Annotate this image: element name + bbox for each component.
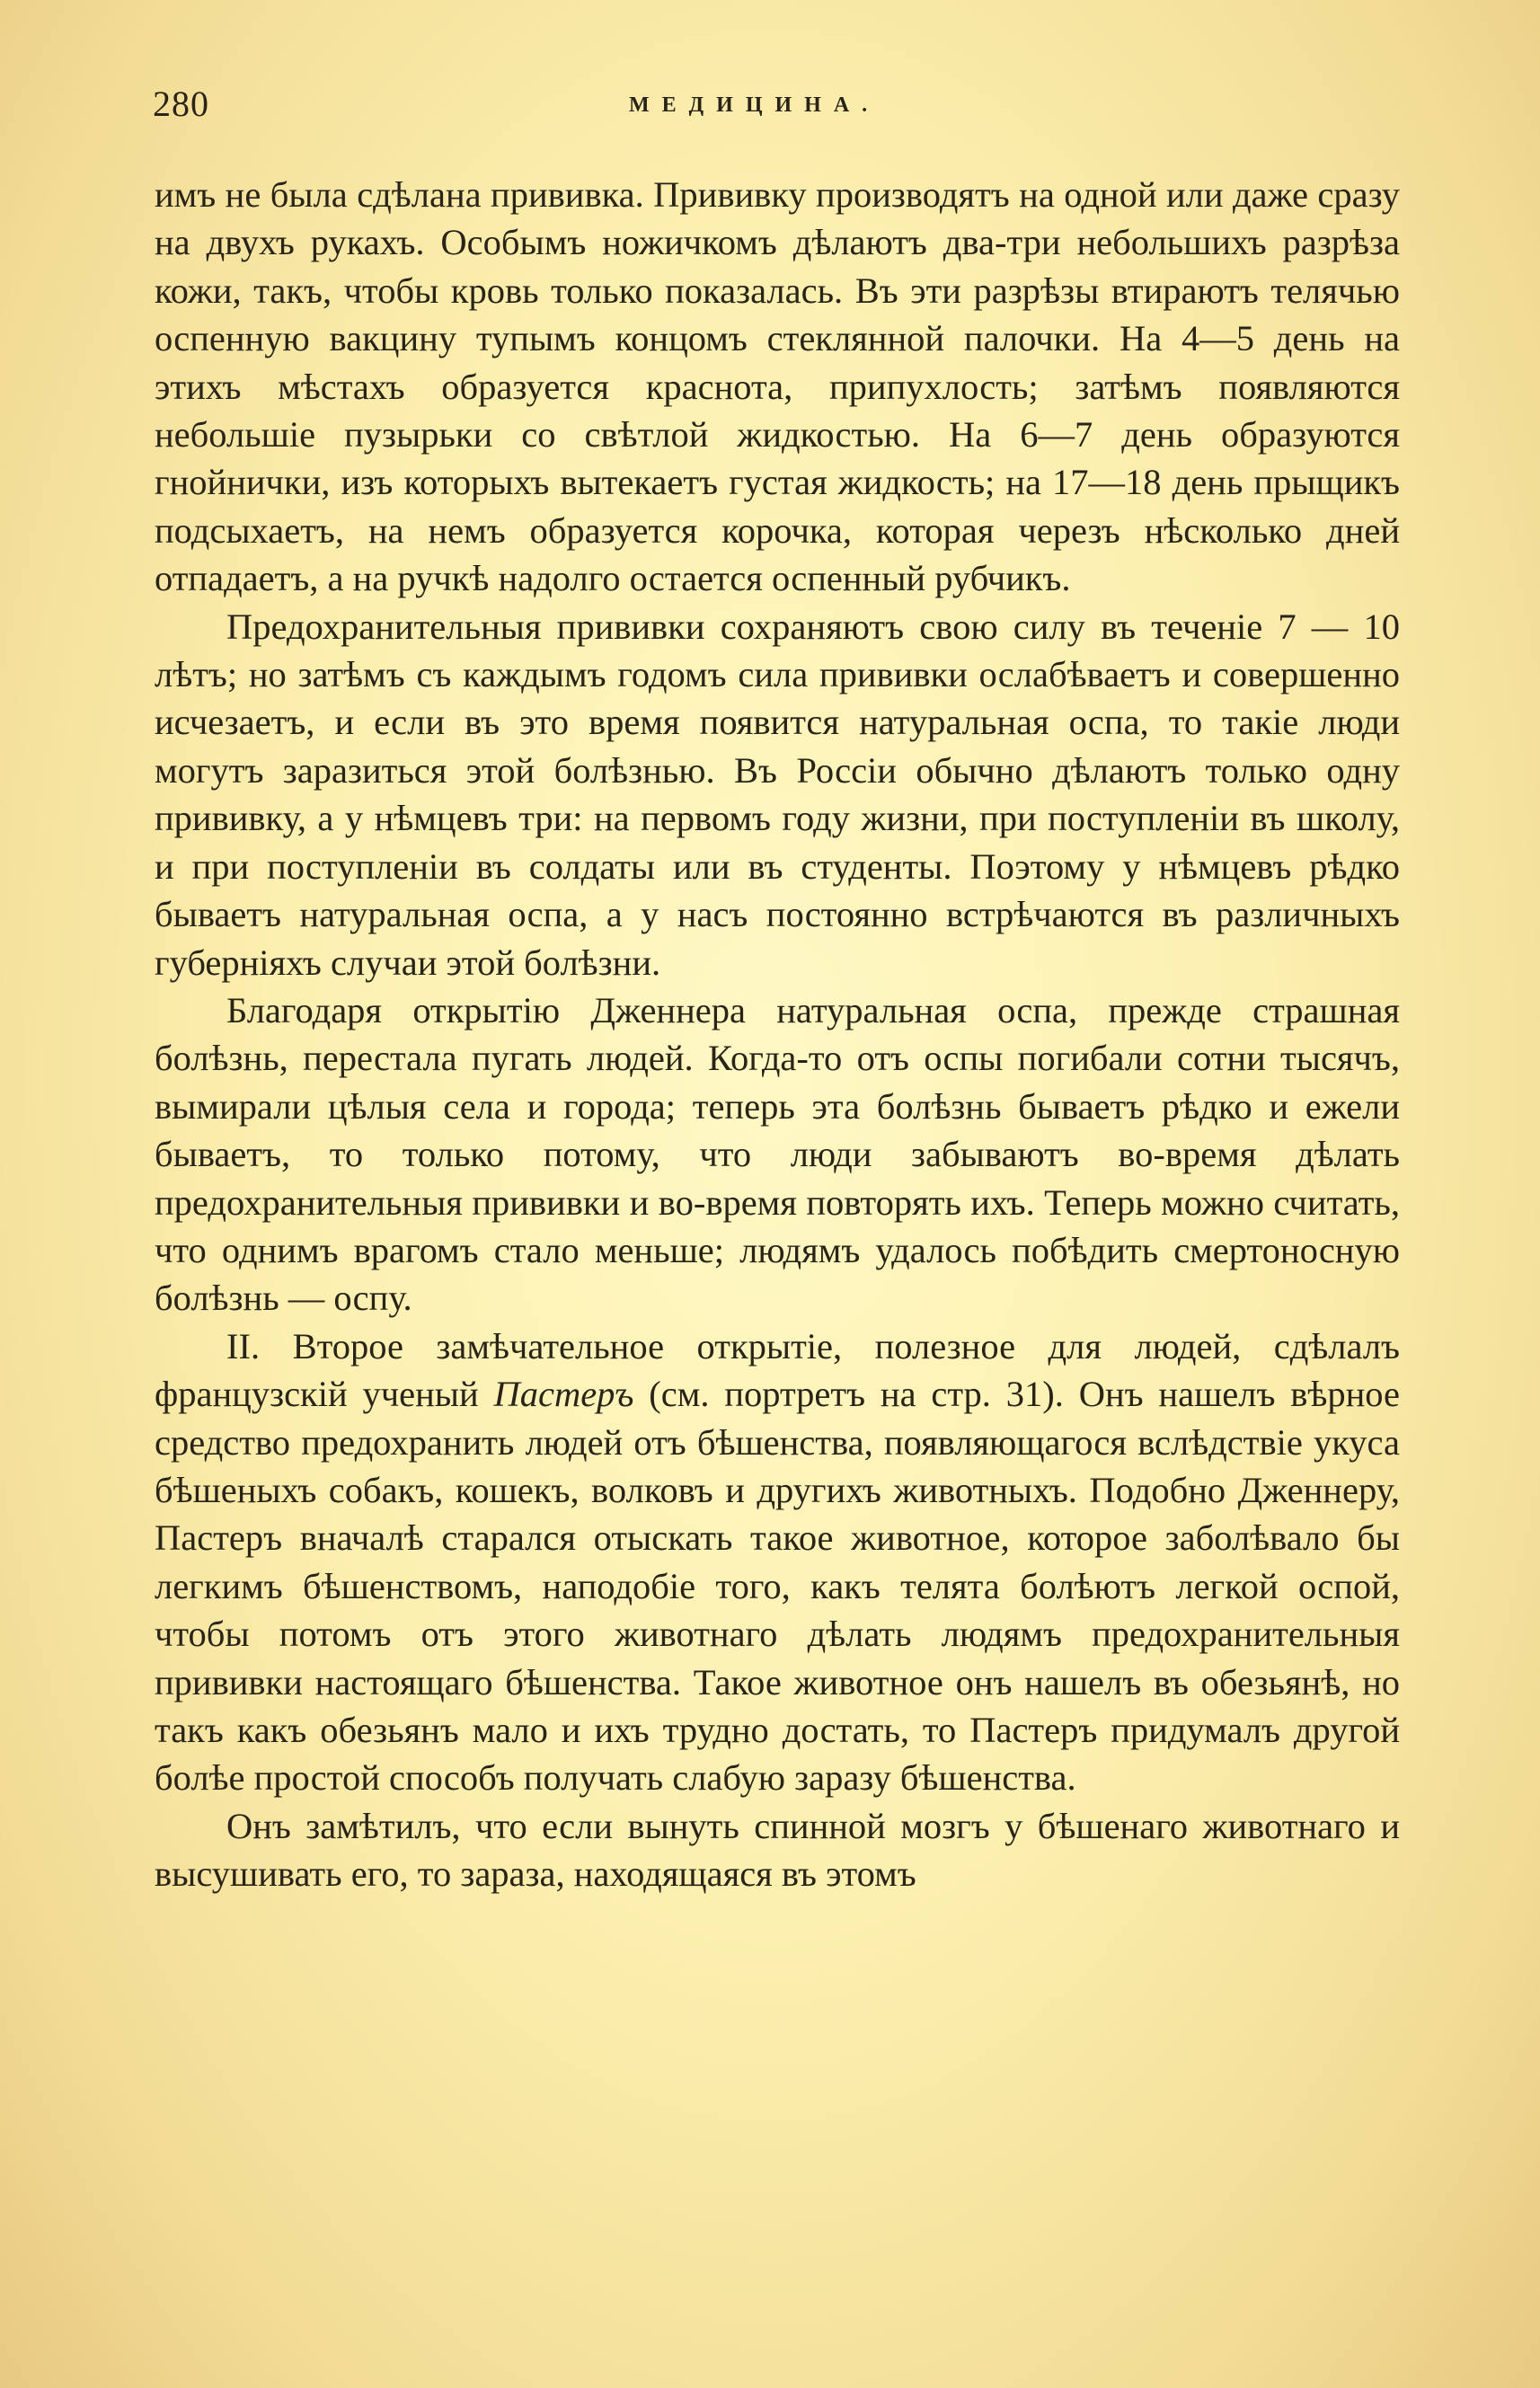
pasteur-name: Пастеръ [493,1374,634,1415]
body-text [155,171,1400,1898]
paragraph-vaccination-procedure: имъ не была сдѣлана прививка. Прививку производятъ на одной или даже сразу на двухъ рукахъ. Особымъ ножичкомъ дѣлаютъ два-три небольшихъ разрѣза кожи, такъ, чтобы кровь только показалась. Въ эти разрѣзы втираютъ телячью оспенную вакцину тупымъ концомъ стеклянной палочки. На 4—5 день на этихъ мѣстахъ образуется краснота, припухлость; затѣмъ появляются небольшіе пузырьки со свѣтлой жидкостью. На 6—7 день образуются гнойнички, изъ которыхъ вытекаетъ густая жидкость; на 17—18 день прыщикъ подсыхаетъ, на немъ образуется корочка, которая черезъ нѣсколько дней отпадаетъ, а на ручкѣ надолго остается оспенный рубчикъ. [155,174,1400,599]
paragraph-jenner-discovery: Благодаря открытію Дженнера натуральная оспа, прежде страшная болѣзнь, перестала пугать людей. Когда-то отъ оспы погибали сотни тысячъ, вымирали цѣлыя села и города; теперь эта болѣзнь бываетъ рѣдко и ежели бываетъ, то только потому, что люди забываютъ во-время дѣлать предохранительныя прививки и во-время повторять ихъ. Теперь можно считать, что однимъ врагомъ стало меньше; людямъ удалось побѣдить смертоносную болѣзнь — оспу. [155,989,1400,1319]
paragraph-pasteur-text-end: (см. портретъ на стр. 31). Онъ нашелъ вѣрное средство предохранить людей отъ бѣшенства, появляющагося вслѣдствіе укуса бѣшеныхъ собакъ, кошекъ, волковъ и другихъ животныхъ. Подобно Дженнеру, Пастеръ вначалѣ старался отыскать такое животное, которое заболѣвало бы легкимъ бѣшенствомъ, наподобіе того, какъ телята болѣютъ легкой оспой, чтобы потомъ отъ этого животнаго дѣлать людямъ предохранительныя прививки настоящаго бѣшенства. Такое животное онъ нашелъ въ обезьянѣ, но такъ какъ обезьянъ мало и ихъ трудно достать, то Пастеръ придумалъ другой болѣе простой способъ получать слабую заразу бѣшенства. [155,1374,1400,1799]
paragraph-pasteur-text-start: II. Второе замѣчательное открытіе, полезное для людей, сдѣлалъ французскій ученый [155,1325,1400,1415]
paragraph-spinal-cord: Онъ замѣтилъ, что если вынуть спинной мозгъ у бѣшенаго животнаго и высушивать его, то зараза, находящаяся въ этомъ [155,1805,1400,1895]
page-header [153,83,1402,137]
paragraph-vaccination-duration: Предохранительныя прививки сохраняютъ свою силу въ теченіе 7 — 10 лѣтъ; но затѣмъ съ каждымъ годомъ сила прививки ослабѣваетъ и совершенно исчезаетъ, и если въ это время появится натуральная оспа, то такіе люди могутъ заразиться этой болѣзнью. Въ Россіи обычно дѣлаютъ только одну прививку, а у нѣмцевъ три: на первомъ году жизни, при поступленіи въ школу, и при поступленіи въ солдаты или въ студенты. Поэтому у нѣмцевъ рѣдко бываетъ натуральная оспа, а у насъ постоянно встрѣчаются въ различныхъ губерніяхъ случаи этой болѣзни. [155,606,1400,983]
page-number: 280 [153,84,209,124]
paragraph-pasteur-discovery [155,1322,1400,1802]
running-title: МЕДИЦИНА. [629,93,881,117]
